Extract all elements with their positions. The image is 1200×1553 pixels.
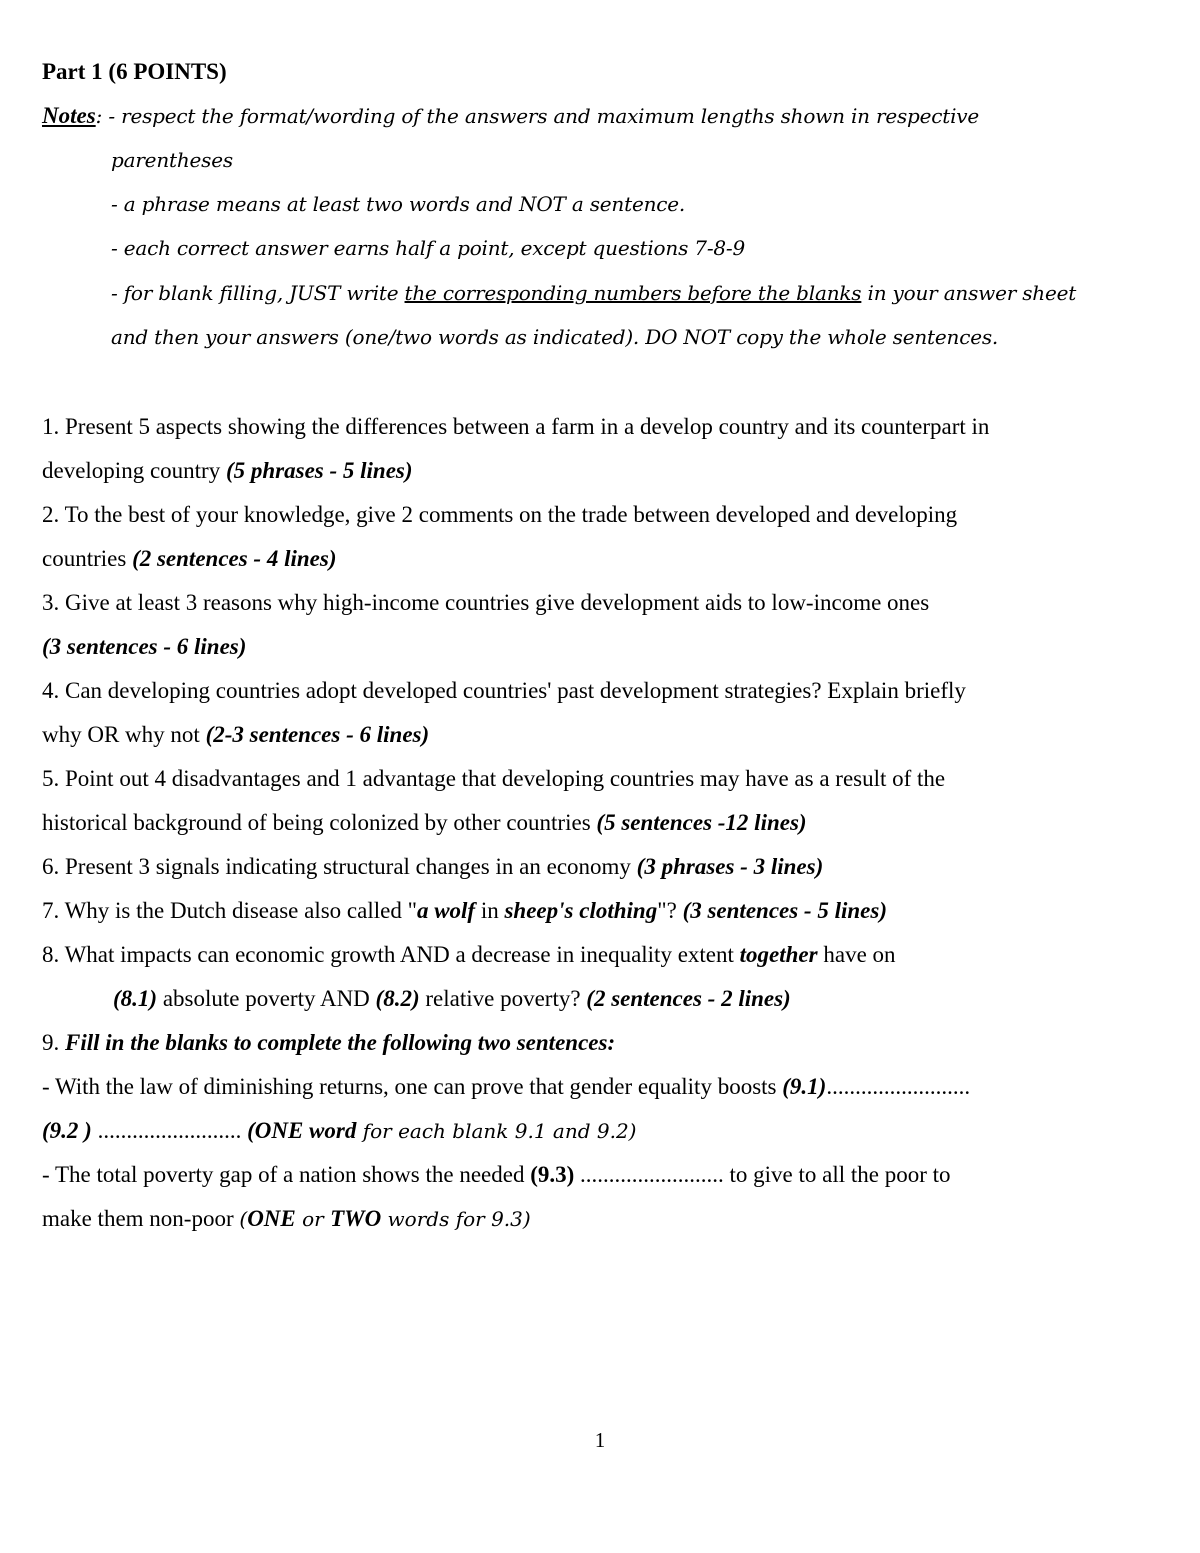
question-2-line-2: countries (2 sentences - 4 lines) [42,546,337,571]
blank-9-3: ......................... to give to all the poor to [574,1162,951,1187]
question-7-hint: (3 sentences - 5 lines) [682,898,887,923]
notes-line-2: - a phrase means at least two words and NOT a sentence. [111,192,686,216]
page-number: 1 [594,1428,606,1452]
notes-line-1-cont: parentheses [111,148,233,172]
blank-9-2: ......................... [91,1118,248,1143]
notes-line-5: and then your answers (one/two words as indicated). DO NOT copy the whole sentences. [111,325,999,349]
question-1-line-2: developing country (5 phrases - 5 lines) [42,458,413,483]
question-6-hint: (3 phrases - 3 lines) [636,854,824,879]
question-9-sentence-2: - The total poverty gap of a nation shows the needed (9.3) ......................... to give to all the poor to [42,1162,951,1187]
question-5-line-1: 5. Point out 4 disadvantages and 1 advantage that developing countries may have as a result of the [42,766,946,791]
question-3-line-1: 3. Give at least 3 reasons why high-income countries give development aids to low-income ones [42,590,930,615]
notes-line-3: - each correct answer earns half a point, except questions 7-8-9 [111,236,745,260]
question-9-sentence-1-cont: (9.2 ) ......................... (ONE word for each blank 9.1 and 9.2) [42,1118,637,1143]
question-8-line-2: (8.1) absolute poverty AND (8.2) relative poverty? (2 sentences - 2 lines) [113,986,791,1011]
question-5-line-2: historical background of being colonized by other countries (5 sentences -12 lines) [42,810,807,835]
notes-line-4: - for blank filling, JUST write the corresponding numbers before the blanks in your answer sheet [111,281,1077,305]
question-4-line-2: why OR why not (2-3 sentences - 6 lines) [42,722,430,747]
question-9-sentence-1: - With the law of diminishing returns, one can prove that gender equality boosts (9.1)......................... [42,1074,971,1099]
question-9-sentence-2-cont: make them non-poor (ONE or TWO words for 9.3) [42,1206,531,1231]
question-4-line-1: 4. Can developing countries adopt developed countries' past development strategies? Explain briefly [42,678,966,703]
blank-9-1: ......................... [826,1074,971,1099]
notes-line-1: Notes: - respect the format/wording of the answers and maximum lengths shown in respective [42,103,980,128]
question-2-line-1: 2. To the best of your knowledge, give 2 comments on the trade between developed and developing [42,502,958,527]
question-6-line-1: 6. Present 3 signals indicating structural changes in an economy (3 phrases - 3 lines) [42,854,824,879]
question-1-line-1: 1. Present 5 aspects showing the differences between a farm in a develop country and its counterpart in [42,414,990,439]
question-9-title: 9. Fill in the blanks to complete the following two sentences: [42,1030,616,1055]
question-3-hint: (3 sentences - 6 lines) [42,634,247,659]
question-2-hint: (2 sentences - 4 lines) [132,546,337,571]
page-heading: Part 1 (6 POINTS) [42,59,227,84]
question-8-line-1: 8. What impacts can economic growth AND a decrease in inequality extent together have on [42,942,896,967]
question-1-hint: (5 phrases - 5 lines) [225,458,413,483]
question-8-hint: (2 sentences - 2 lines) [586,986,791,1011]
question-7-line-1: 7. Why is the Dutch disease also called "a wolf in sheep's clothing"? (3 sentences - 5 lines) [42,898,887,923]
question-4-hint: (2-3 sentences - 6 lines) [205,722,430,747]
notes-label: Notes [42,103,96,128]
question-5-hint: (5 sentences -12 lines) [596,810,807,835]
